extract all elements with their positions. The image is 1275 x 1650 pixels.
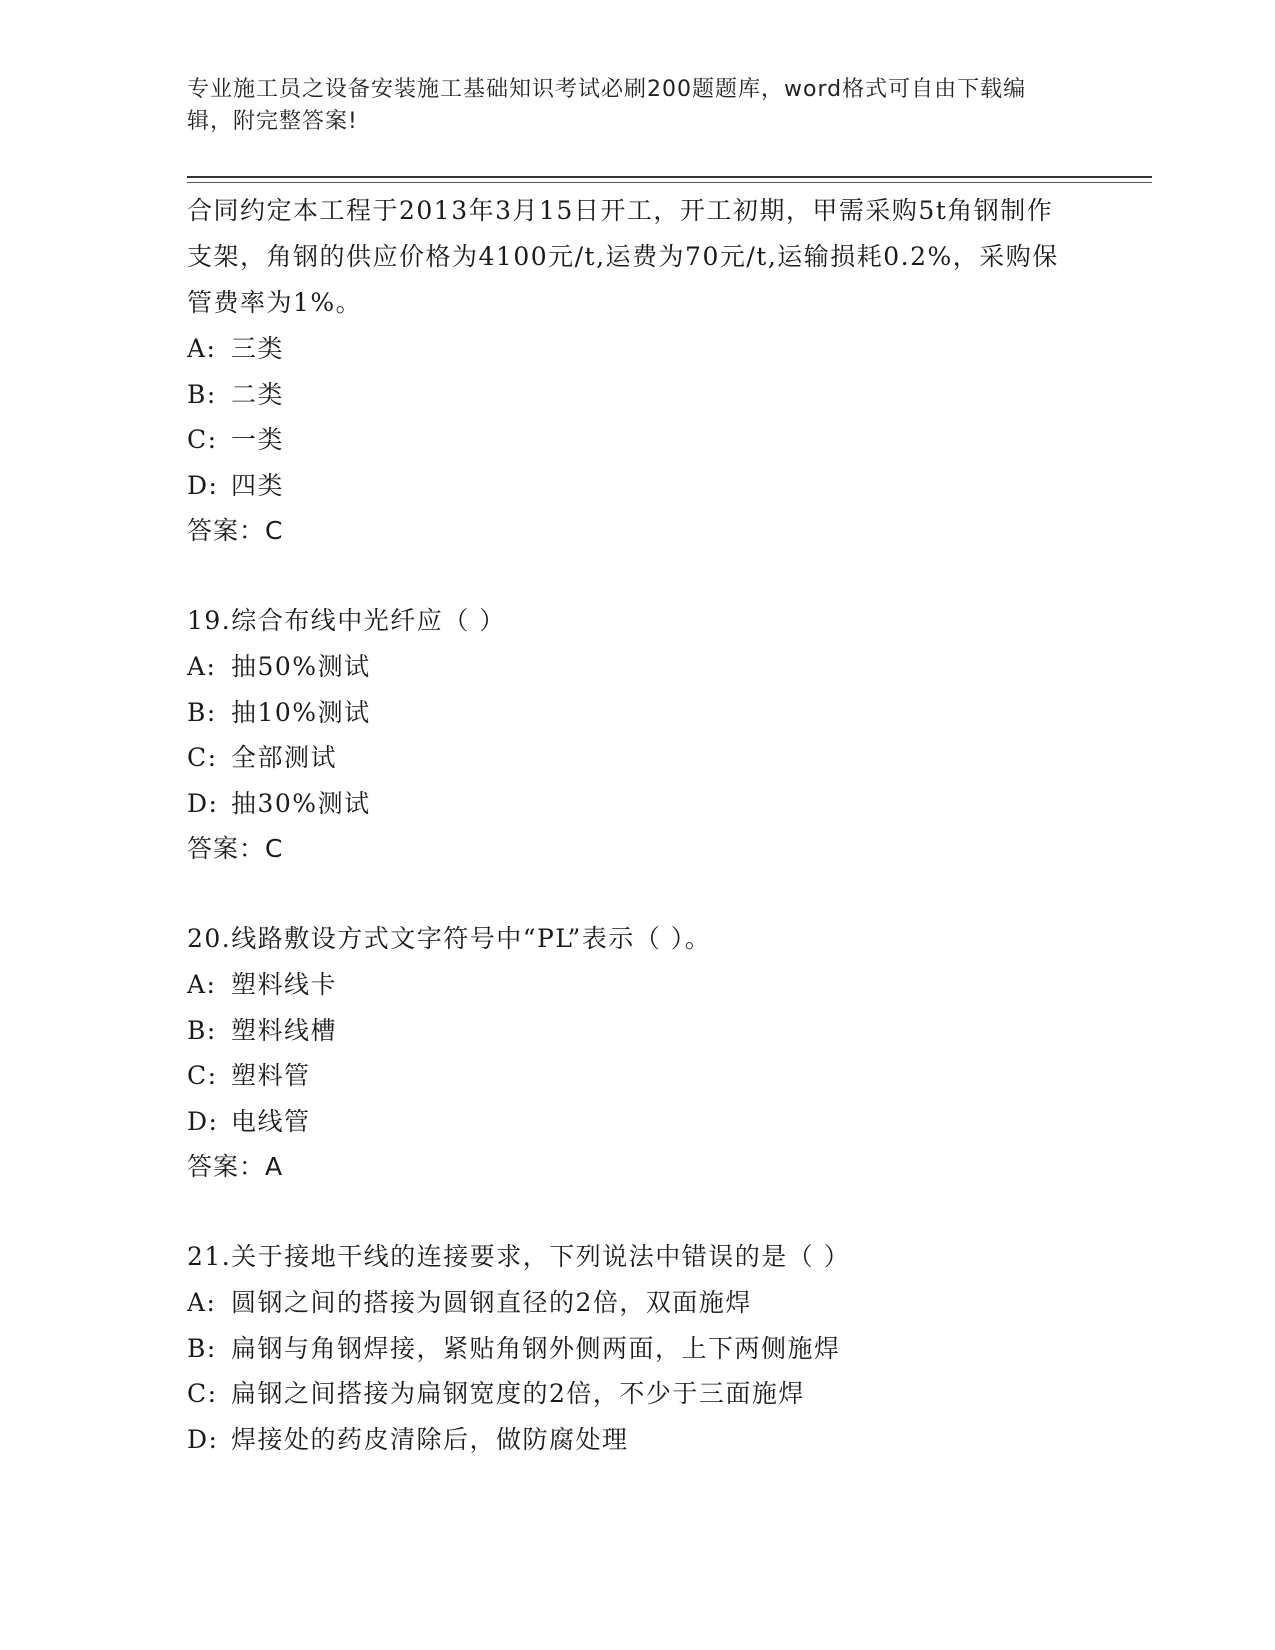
question-item (187, 188, 1087, 554)
document-header: 专业施工员之设备安装施工基础知识考试必刷200题题库，word格式可自由下载编辑，附完整答案! (187, 77, 1027, 134)
option-letter: D: (187, 470, 219, 500)
option-text: 焊接处的药皮清除后，做防腐处理 (231, 1424, 629, 1454)
option-c (187, 417, 1087, 463)
option-text: 圆钢之间的搭接为圆钢直径的2倍，双面施焊 (231, 1288, 752, 1317)
option-text: 全部测试 (231, 743, 338, 772)
option-letter: A: (187, 334, 217, 363)
answer-line: 答案：C (187, 516, 284, 545)
option-text: 电线管 (231, 1106, 311, 1136)
option-letter: A: (187, 652, 217, 681)
option-letter: C: (187, 1379, 218, 1408)
header-divider-thick (187, 176, 1152, 178)
question-stem: 合同约定本工程于2013年3月15日开工，开工初期，甲需采购5t角钢制作支架，角钢的供应价格为4100元/t,运费为70元/t,运输损耗0.2%，采购保管费率为1%。 (187, 196, 1059, 317)
option-a (187, 962, 1087, 1008)
option-c (187, 1053, 1087, 1099)
option-text: 抽30%测试 (231, 788, 371, 818)
option-c (187, 1371, 1087, 1417)
option-text: 二类 (231, 379, 285, 409)
option-b (187, 1326, 1087, 1372)
option-letter: D: (187, 788, 219, 818)
option-letter: A: (187, 970, 217, 999)
option-letter: B: (187, 1015, 217, 1045)
question-stem: 21.关于接地干线的连接要求，下列说法中错误的是（ ） (187, 1242, 851, 1271)
option-d (187, 1099, 1087, 1145)
question-item (187, 916, 1087, 1190)
option-d (187, 463, 1087, 509)
option-text: 扁钢之间搭接为扁钢宽度的2倍，不少于三面施焊 (231, 1379, 805, 1408)
option-a (187, 326, 1087, 372)
option-b (187, 690, 1087, 736)
option-text: 抽10%测试 (231, 697, 371, 727)
option-letter: C: (187, 1061, 218, 1090)
option-letter: A: (187, 1288, 217, 1317)
question-item (187, 598, 1087, 872)
option-text: 三类 (231, 334, 285, 363)
option-d (187, 781, 1087, 827)
header-divider-thin (187, 182, 1152, 183)
option-b (187, 372, 1087, 418)
option-d (187, 1417, 1087, 1463)
option-text: 一类 (231, 425, 285, 454)
option-text: 抽50%测试 (231, 652, 371, 681)
option-a (187, 644, 1087, 690)
question-stem: 19.综合布线中光纤应（ ） (187, 606, 506, 635)
option-letter: D: (187, 1106, 219, 1136)
option-text: 扁钢与角钢焊接，紧贴角钢外侧两面，上下两侧施焊 (231, 1333, 841, 1363)
question-item (187, 1234, 1087, 1462)
option-letter: B: (187, 379, 217, 409)
option-letter: B: (187, 697, 217, 727)
question-list (187, 188, 1087, 1506)
question-stem: 20.线路敷设方式文字符号中“PL”表示（ ）。 (187, 924, 712, 953)
option-text: 四类 (231, 470, 285, 500)
option-letter: B: (187, 1333, 217, 1363)
option-text: 塑料线槽 (231, 1015, 338, 1045)
option-text: 塑料线卡 (231, 970, 338, 999)
option-letter: C: (187, 743, 218, 772)
option-letter: D: (187, 1424, 219, 1454)
option-c (187, 735, 1087, 781)
option-letter: C: (187, 425, 218, 454)
option-text: 塑料管 (231, 1061, 311, 1090)
answer-line: 答案：A (187, 1152, 284, 1181)
answer-line: 答案：C (187, 834, 284, 863)
option-a (187, 1280, 1087, 1326)
option-b (187, 1008, 1087, 1054)
